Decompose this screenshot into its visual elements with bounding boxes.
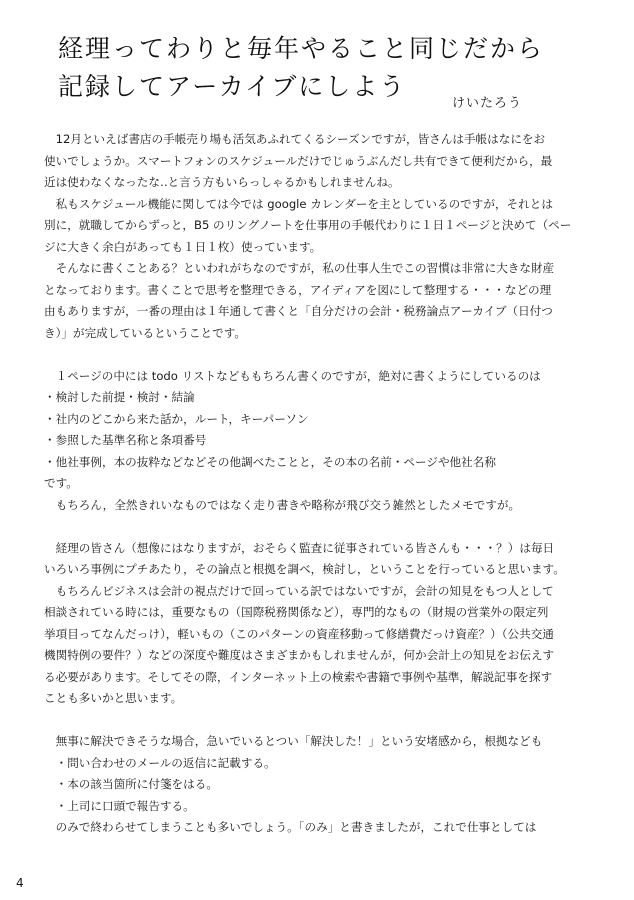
bullet-item: ・検討した前提・検討・結論: [44, 390, 195, 404]
article-body: [44, 129, 584, 839]
bullet-item: ・問い合わせのメールの返信に記載する。: [44, 755, 276, 770]
text-line: 使いでしょうか。スマートフォンのスケジュールだけでじゅうぶんだし共有できて便利だから，最: [44, 153, 553, 168]
text-line: いろいろ事例にプチあたり，その論点と根拠を調べ，検討し，ということを行っていると思います。: [44, 562, 565, 576]
bullet-item: ・上司に口頭で報告する。: [44, 798, 195, 813]
title-line-2: 記録してアーカイブにしよう: [58, 72, 407, 101]
text-line: 由もありますが，一番の理由は１年通して書くと「自分だけの会計・税務論点アーカイブ（日付つ: [44, 304, 553, 318]
text-line: もちろん，全然きれいなものではなく走り書きや略称が飛び交う雑然としたメモですが。: [44, 497, 521, 512]
bullet-item: ・参照した基準名称と条項番号: [44, 433, 207, 447]
bullet-item: ・他社事例，本の抜粋などなどその他調べたことと，その本の名前・ページや他社名称: [44, 454, 496, 469]
bullet-item: ・本の該当箇所に付箋をはる。: [44, 777, 218, 791]
paragraph-4: [44, 366, 584, 517]
text-line: 経理の皆さん（想像にはなりますが，おそらく監査に従事されている皆さんも・・・？）は毎日: [44, 540, 555, 555]
bullet-item: ・社内のどこから来た話か，ルート，キーパーソン: [44, 411, 309, 426]
text-line: １ページの中には todo リストなどももちろん書くのですが，絶対に書くようにしているのは: [44, 368, 541, 383]
text-line: 12月といえば書店の手帳売り場も活気あふれてくるシーズンですが，皆さんは手帳はなにをお: [44, 132, 546, 146]
text-line: となっております。書くことで思考を整理できる，アイディアを図にして整理する・・・などの理: [44, 282, 552, 297]
text-line: です。: [44, 476, 78, 490]
text-line: のみで終わらせてしまうことも多いでしょう。「のみ」と書きましたが，これで仕事としては: [44, 820, 537, 834]
paragraph-2: [44, 194, 584, 259]
text-line: 別に，就職してからずっと，B5 のリングノートを仕事用の手帳代わりに１日１ページと決めて（ペー: [44, 218, 572, 232]
title-line-1: 経理ってわりと毎年やること同じだから: [58, 34, 545, 63]
paragraph-3: [44, 258, 584, 344]
text-line: 私もスケジュール機能に関しては今では google カレンダーを主としているのですが，それとは: [44, 196, 553, 211]
text-line: もちろんビジネスは会計の視点だけで回っている訳ではないですが，会計の知見をもつ人として: [44, 583, 554, 598]
text-line: 無事に解決できそうな場合，急いでいるとつい「解決した！」という安堵感から，根拠なども: [44, 734, 543, 748]
text-line: 機関特例の要件？）などの深度や難度はさまざまかもしれませんが，何か会計上の知見をお伝えす: [44, 648, 555, 662]
text-line: ことも多いかと思います。: [44, 691, 183, 705]
paragraph-6: [44, 731, 584, 839]
text-line: そんなに書くことある？といわれがちなのですが，私の仕事人生でこの習慣は非常に大きな財産: [44, 261, 555, 275]
page-number: 4: [16, 876, 24, 890]
paragraph-spacer: [44, 344, 584, 366]
paragraph-1: [44, 129, 584, 194]
paragraph-spacer: [44, 516, 584, 538]
paragraph-5: [44, 538, 584, 710]
paragraph-spacer: [44, 710, 584, 732]
text-line: 近は使わなくなったな‥と言う方もいらっしゃるかもしれませんね。: [44, 175, 400, 189]
text-line: 挙項目ってなんだっけ），軽いもの（このパターンの資産移動って修繕費だっけ資産？）（公共交通: [44, 626, 554, 641]
author-name: けいたろう: [452, 96, 523, 111]
text-line: 相談されている時には，重要なもの（国際税務関係など），専門的なもの（財規の営業外の限定列: [44, 605, 549, 619]
text-line: き）」が完成しているということです。: [44, 325, 246, 340]
text-line: る必要があります。そしてその際，インターネット上の検索や書籍で事例や基準，解説記事を探す: [44, 669, 553, 684]
text-line: ジに大きく余白があっても１日１枚）使っています。: [44, 239, 322, 254]
